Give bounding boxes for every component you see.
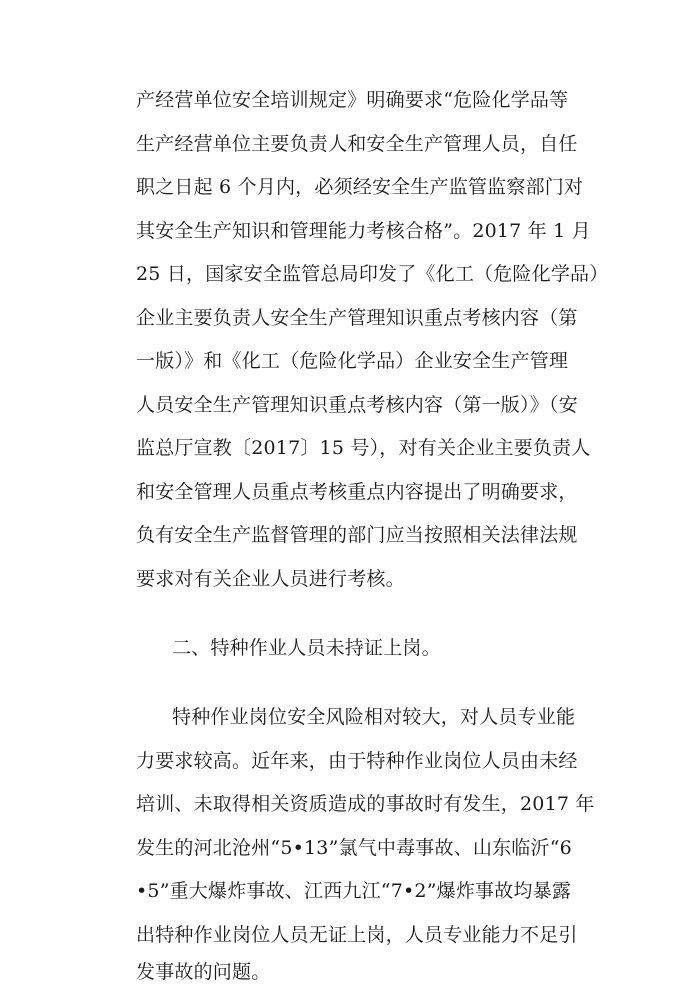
paragraph-1-line: 企业主要负责人安全生产管理知识重点考核内容（第 <box>136 307 578 329</box>
paragraph-1-line: 生产经营单位主要负责人和安全生产管理人员，自任 <box>136 133 578 155</box>
paragraph-2-line: 特种作业岗位安全风险相对较大，对人员专业能 <box>172 706 576 728</box>
paragraph-1-line: 要求对有关企业人员进行考核。 <box>136 568 405 590</box>
paragraph-1-line: 一版）》和《化工（危险化学品）企业安全生产管理 <box>136 350 569 372</box>
paragraph-2-line: 出特种作业岗位人员无证上岗，人员专业能力不足引 <box>136 924 578 946</box>
section-heading: 二、特种作业人员未持证上岗。 <box>172 637 441 659</box>
paragraph-2-line: 培训、未取得相关资质造成的事故时有发生，2017 年 <box>136 793 595 815</box>
paragraph-1-line: 和安全管理人员重点考核重点内容提出了明确要求， <box>136 481 578 503</box>
paragraph-2-line: 发事故的问题。 <box>136 961 271 983</box>
paragraph-2-line: •5”重大爆炸事故、江西九江“7•2”爆炸事故均暴露 <box>136 880 572 902</box>
paragraph-1-line: 其安全生产知识和管理能力考核合格”。2017 年 1 月 <box>136 220 591 242</box>
paragraph-2-line: 力要求较高。近年来，由于特种作业岗位人员由未经 <box>136 750 578 772</box>
paragraph-1-line: 25 日，国家安全监管总局印发了《化工（危险化学品） <box>136 263 609 285</box>
paragraph-1-line: 职之日起 6 个月内，必须经安全生产监管监察部门对 <box>136 176 584 198</box>
paragraph-1-line: 负有安全生产监督管理的部门应当按照相关法律法规 <box>136 524 578 546</box>
paragraph-1-line: 监总厅宣教〔2017〕15 号），对有关企业主要负责人 <box>136 437 591 459</box>
paragraph-2-line: 发生的河北沧州“5•13”氯气中毒事故、山东临沂“6 <box>136 837 572 859</box>
paragraph-1-line: 产经营单位安全培训规定》明确要求“危险化学品等 <box>136 89 569 111</box>
paragraph-1-line: 人员安全生产管理知识重点考核内容（第一版）》（安 <box>136 394 578 416</box>
